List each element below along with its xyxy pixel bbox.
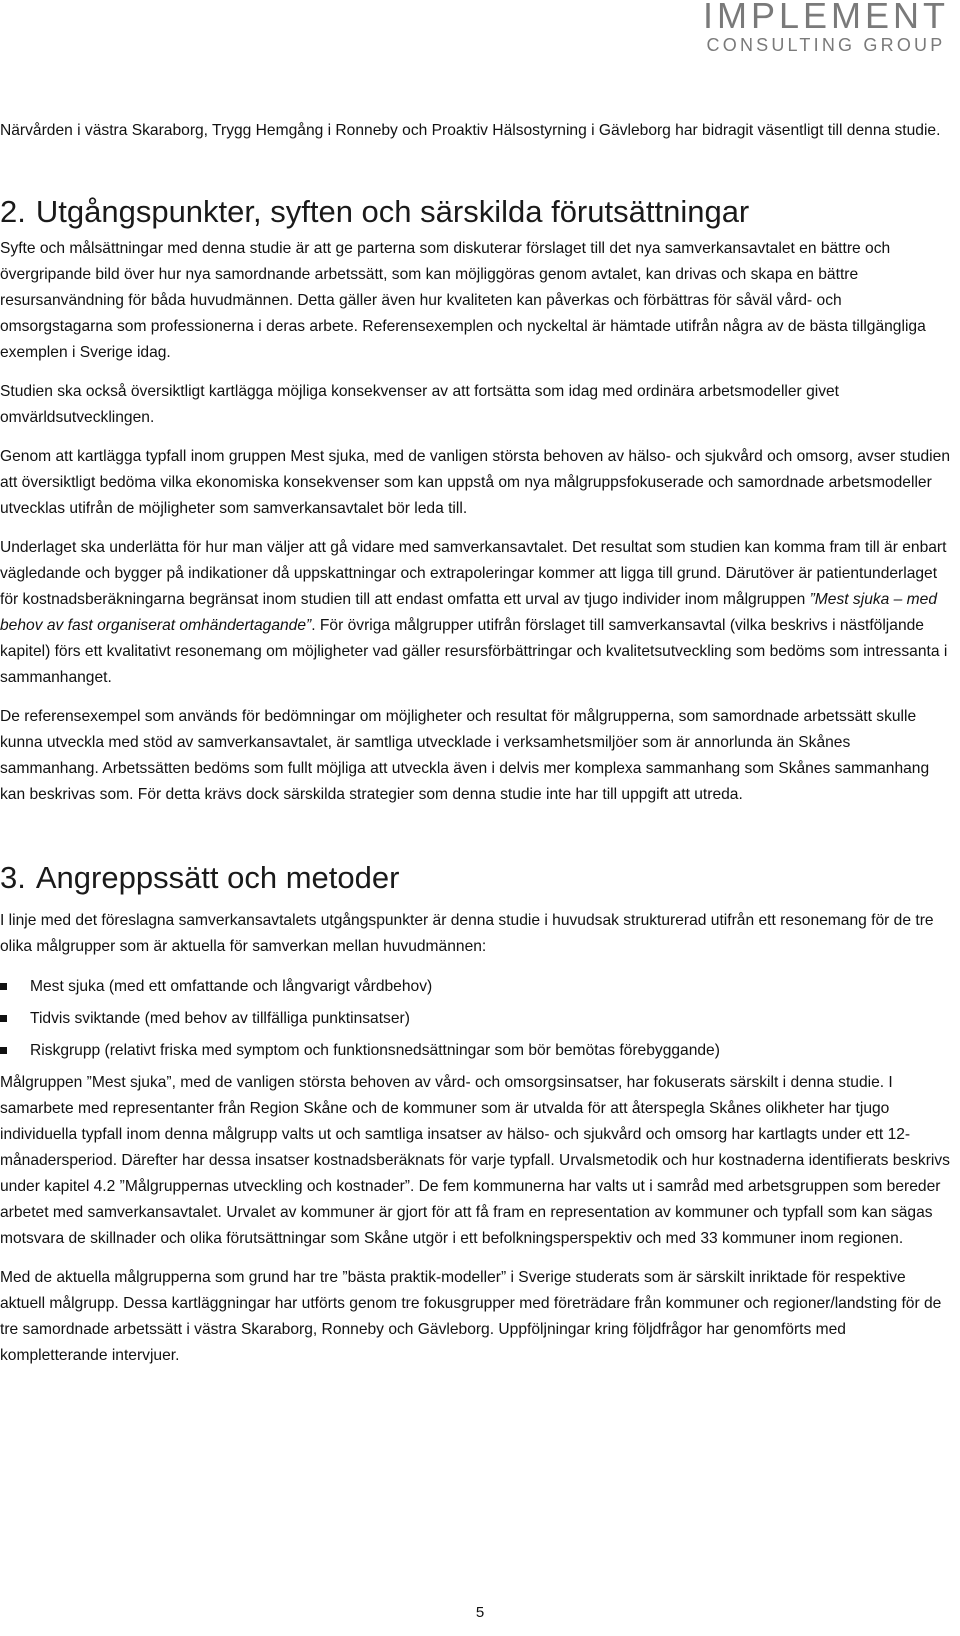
target-group-list: [0, 974, 952, 1064]
section-heading-2: [0, 194, 952, 230]
paragraph: I linje med det föreslagna samverkansavtalets utgångspunkter är denna studie i huvudsak strukturerad utifrån ett resonemang för de tre olika målgrupper som är aktuella för samverkan mellan huvudmännen:: [0, 912, 934, 955]
square-bullet-icon: [0, 1015, 7, 1022]
list-item: Riskgrupp (relativt friska med symptom och funktionsnedsättningar som bör bemötas förebyggande): [0, 1038, 952, 1064]
page-number: 5: [475, 1604, 485, 1621]
paragraph: [0, 535, 952, 691]
paragraph-text: . För övriga målgrupper utifrån förslaget till samverkansavtal (vilka beskrivs i nästföljande kapitel) förs ett kvalitativt resonemang om möjligheter vad gäller resursförbättringar och kvalitetsutveckling som bedöms som intressanta i sammanhanget.: [0, 617, 948, 686]
section-number: 3.: [0, 860, 26, 895]
section-number: 2.: [0, 194, 26, 229]
company-logo: [696, 0, 956, 56]
paragraph: Studien ska också översiktligt kartlägga möjliga konsekvenser av att fortsätta som idag med ordinära arbetsmodeller givet omvärldsutvecklingen.: [0, 383, 840, 426]
intro-paragraph: Närvården i västra Skaraborg, Trygg Hemgång i Ronneby och Proaktiv Hälsostyrning i Gävleborg har bidragit väsentligt till denna studie.: [0, 122, 941, 139]
square-bullet-icon: [0, 983, 7, 990]
target-group-quote: ”Mest sjuka – med behov av fast organiserat omhändertagande”: [0, 591, 938, 634]
paragraph: Genom att kartlägga typfall inom gruppen Mest sjuka, med de vanligen största behoven av hälso- och sjukvård och omsorg, avser studien att översiktligt bedöma vilka ekonomiska konsekvenser som kan uppstå om nya målgruppsfokuserade och samordnade arbetsmodeller utvecklas utifrån de möjligheter som samverkansavtalet bör leda till.: [0, 448, 950, 517]
paragraph: Målgruppen ”Mest sjuka”, med de vanligen största behoven av vård- och omsorgsinsatser, har fokuserats särskilt i denna studie. I samarbete med representanter från Region Skåne och de kommuner som är utvalda för att återspegla Skånes olikheter har tjugo individuella typfall inom denna målgrupp valts ut och samtliga insatser av hälso- och sjukvård och omsorg har kartlagts under ett 12-månadersperiod. Därefter har dessa insatser kostnadsberäknats för varje typfall. Urvalsmetodik och hur kostnaderna identifierats beskrivs under kapitel 4.2 ”Målgruppernas utveckling och kostnader”. De fem kommunerna har valts ut i samråd med arbetsgruppen som bereder arbetet med samverkansavtalet. Urvalet av kommuner är gjort för att få fram en representation av kommuner och typfall som kan sägas motsvara de skillnader och olika förutsättningar som Skåne utgör i ett befolkningsperspektiv och med 33 kommuner inom regionen.: [0, 1074, 950, 1247]
list-item: Tidvis sviktande (med behov av tillfälliga punktinsatser): [0, 1006, 952, 1032]
logo-wordmark: IMPLEMENT: [702, 0, 950, 36]
paragraph: Syfte och målsättningar med denna studie är att ge parterna som diskuterar förslaget till det nya samverkansavtalet en bättre och övergripande bild över hur nya samordnande arbetssätt, som kan möjliggöras genom avtalet, kan drivas och skapa en bättre resursanvändning för båda huvudmännen. Detta gäller även hur kvaliteten kan påverkas och förbättras för såväl vård- och omsorgstagarna som professionerna i deras arbete. Referensexemplen och nyckeltal är hämtade utifrån några av de bästa tillgängliga exemplen i Sverige idag.: [0, 240, 926, 361]
paragraph: De referensexempel som används för bedömningar om möjligheter och resultat för målgrupperna, som samordnade arbetssätt skulle kunna utveckla med stöd av samverkansavtalet, är samtliga utvecklade i verksamhetsmiljöer som är annorlunda än Skånes sammanhang. Arbetssätten bedöms som fullt möjliga att utveckla även i delvis mer komplexa sammanhang som Skånes sammanhang kan beskrivas som. För detta krävs dock särskilda strategier som denna studie inte har till uppgift att utreda.: [0, 708, 930, 803]
document-body: [0, 118, 952, 1369]
square-bullet-icon: [0, 1047, 7, 1054]
paragraph: Med de aktuella målgrupperna som grund har tre ”bästa praktik-modeller” i Sverige studerats som är särskilt inriktade för respektive aktuell målgrupp. Dessa kartläggningar har utförts genom tre fokusgrupper med företrädare från kommuner och regioner/landsting för de tre samordnade arbetssätt i västra Skaraborg, Ronneby och Gävleborg. Uppföljningar kring följdfrågor har genomförts med kompletterande intervjuer.: [0, 1269, 942, 1364]
paragraph-text: Underlaget ska underlätta för hur man väljer att gå vidare med samverkansavtalet. Det resultat som studien kan komma fram till är enbart vägledande och bygger på indikationer då uppskattningar och extrapoleringar kommer att ligga till grund. Därutöver är patientunderlaget för kostnadsberäkningarna begränsat inom studien till att endast omfatta ett urval av tjugo individer inom målgruppen: [0, 539, 947, 608]
section-heading-3: [0, 860, 952, 896]
logo-tagline: CONSULTING GROUP: [706, 35, 946, 55]
section-title: Angreppssätt och metoder: [35, 860, 400, 895]
section-title: Utgångspunkter, syften och särskilda förutsättningar: [35, 194, 750, 229]
list-item: Mest sjuka (med ett omfattande och långvarigt vårdbehov): [0, 974, 952, 1000]
